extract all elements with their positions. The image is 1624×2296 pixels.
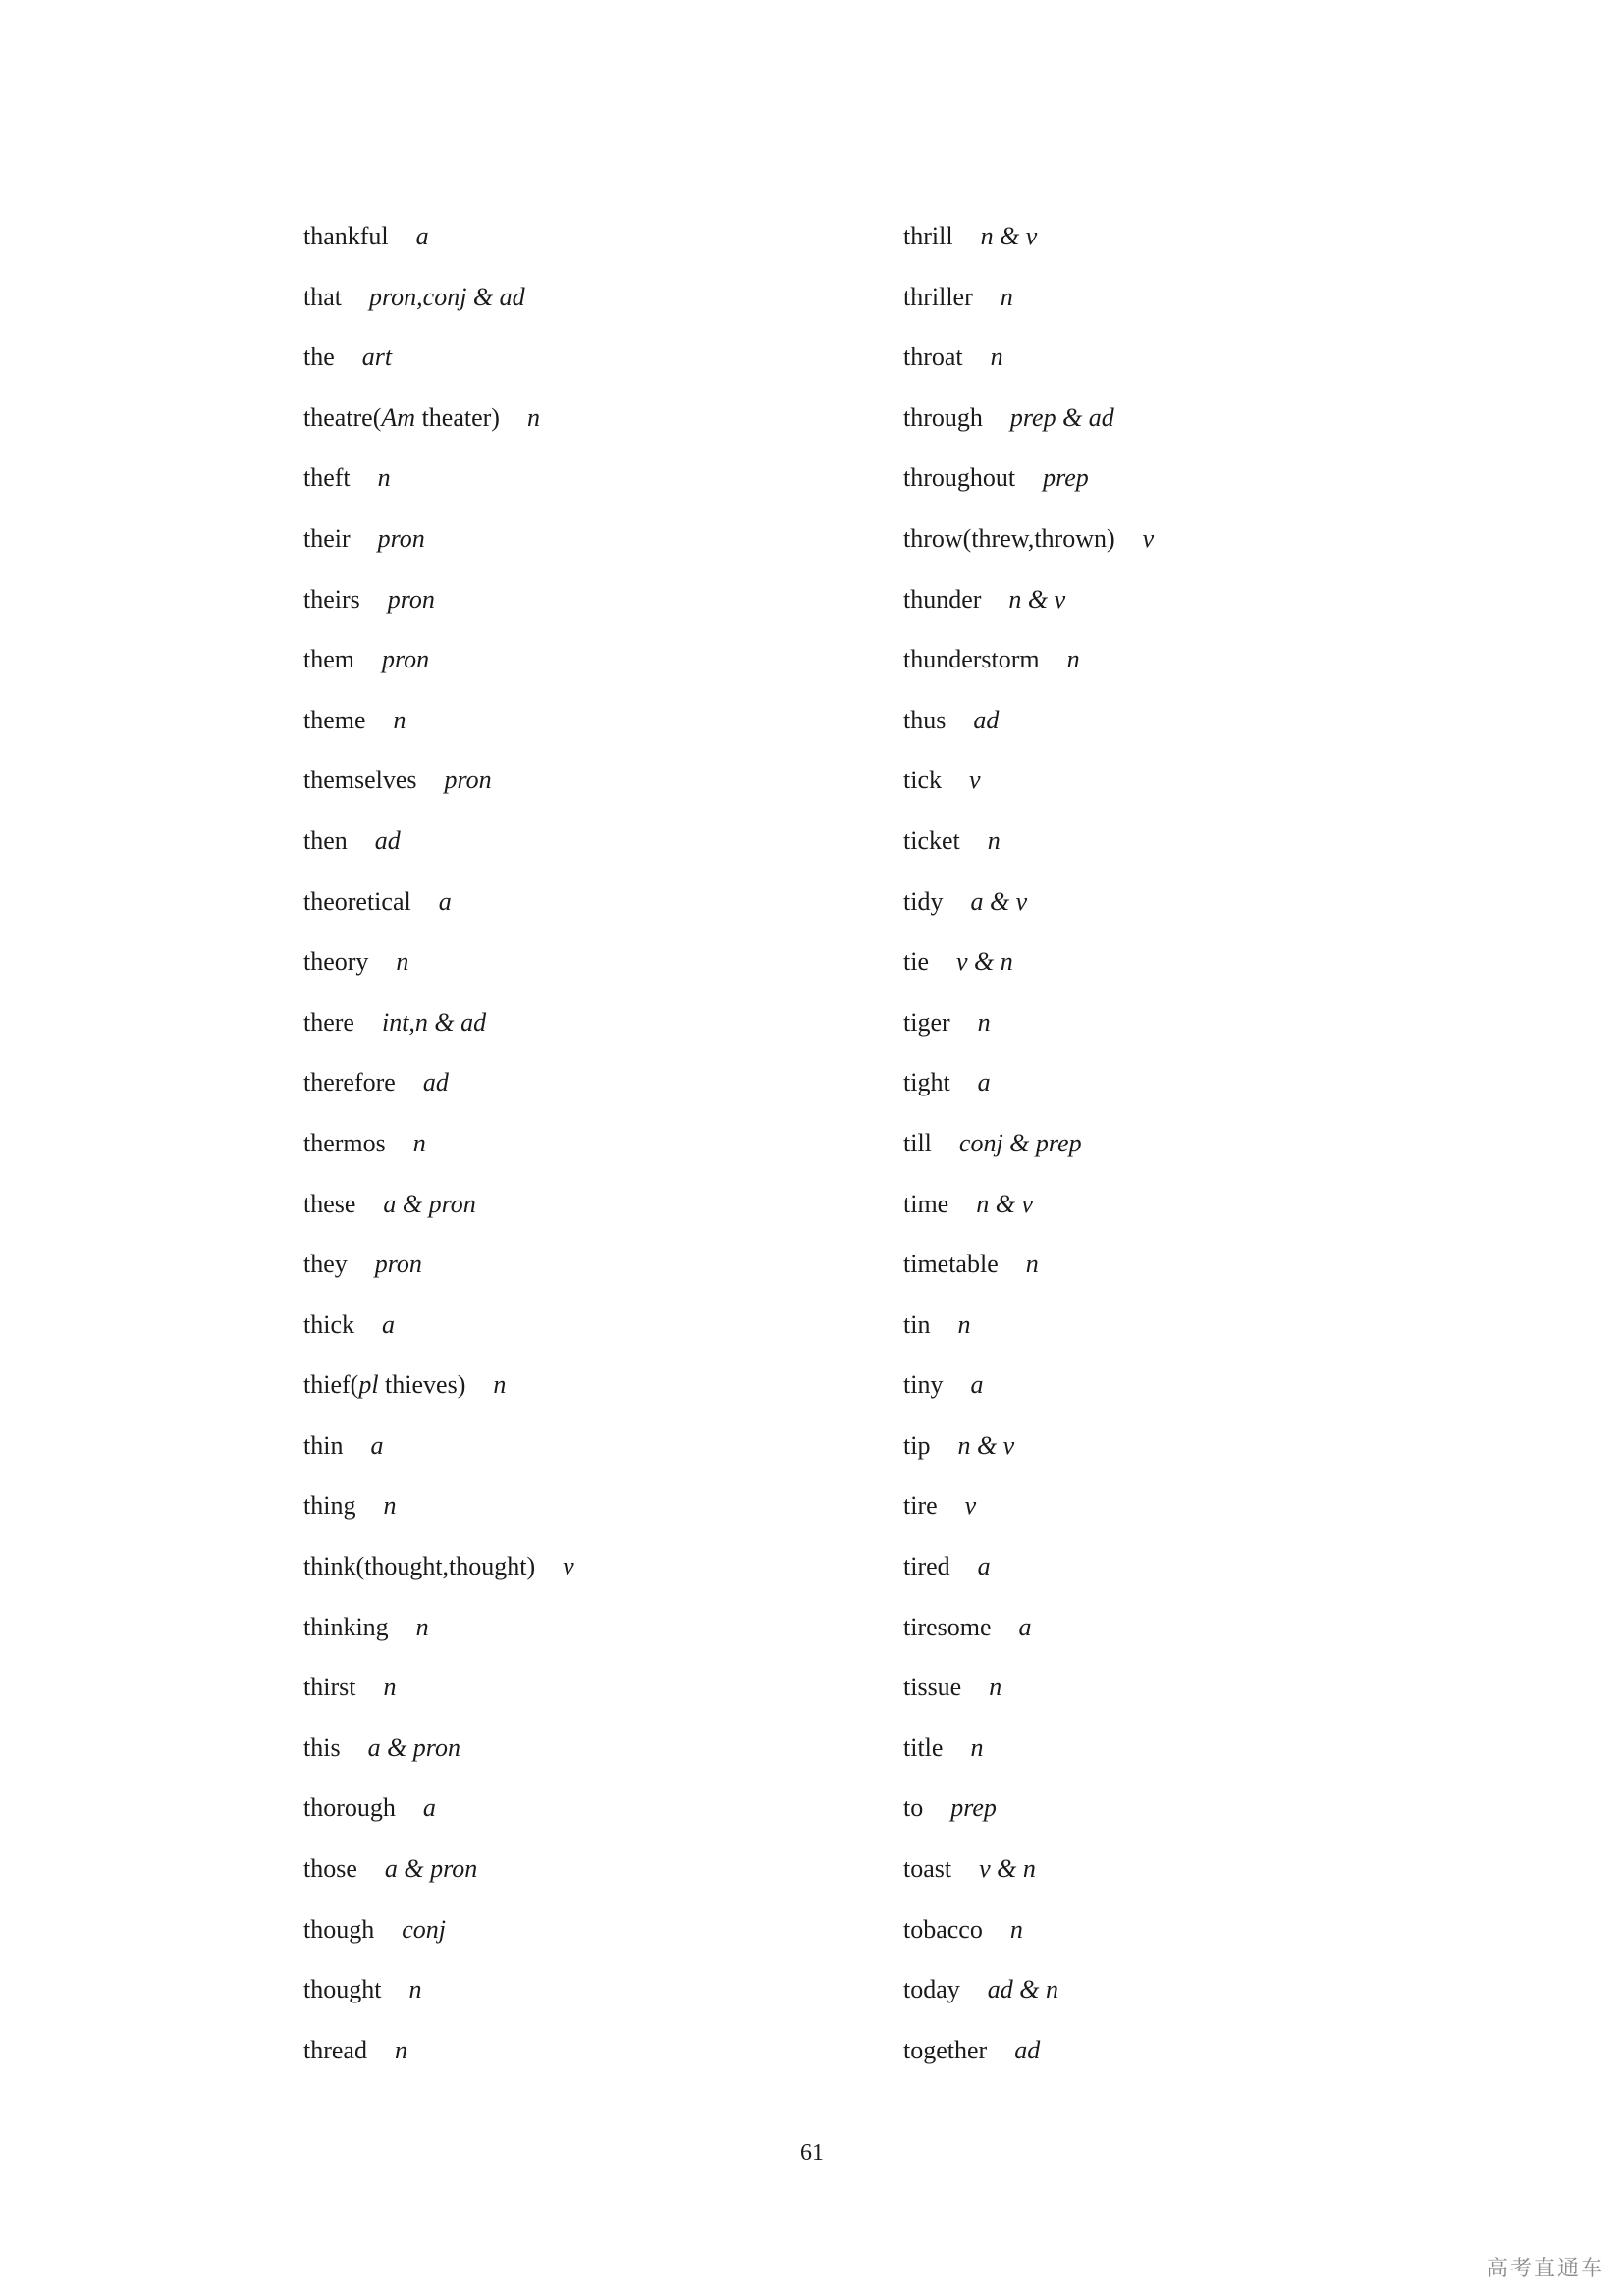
entry-word: thus [903, 705, 947, 734]
entry-part-of-speech: v & n [979, 1854, 1036, 1884]
entry-word: those [303, 1854, 357, 1884]
vocabulary-entry [303, 1361, 574, 1421]
entry-part-of-speech: a & pron [367, 1733, 460, 1762]
vocabulary-column-right [903, 212, 1154, 2086]
entry-part-of-speech: v [969, 766, 981, 795]
entry-part-of-speech: pron [444, 766, 492, 795]
vocabulary-entry [303, 998, 574, 1059]
entry-part-of-speech: n [412, 1128, 426, 1157]
entry-word: then [303, 826, 348, 855]
entry-part-of-speech: a [1018, 1612, 1032, 1641]
entry-part-of-speech: prep [1043, 463, 1089, 493]
vocabulary-entry [903, 1301, 1154, 1362]
vocabulary-entry [303, 1180, 574, 1241]
entry-part-of-speech: art [361, 343, 393, 372]
vocabulary-entry [303, 1603, 574, 1664]
vocabulary-entry [903, 2026, 1154, 2087]
vocabulary-entry [303, 273, 574, 334]
entry-part-of-speech: n [970, 1733, 984, 1762]
vocabulary-entry [903, 1724, 1154, 1785]
entry-word: therefore [303, 1068, 396, 1097]
entry-part-of-speech: v [964, 1491, 977, 1521]
vocabulary-entry [903, 1905, 1154, 1966]
entry-word: thorough [303, 1793, 396, 1823]
entry-word-label-abbrev: Am [381, 402, 416, 432]
entry-part-of-speech: n & v [957, 1430, 1015, 1460]
vocabulary-entry [303, 1905, 574, 1966]
entry-word: thread [303, 2035, 367, 2064]
entry-part-of-speech: conj & prep [958, 1128, 1082, 1157]
vocabulary-entry [903, 878, 1154, 938]
entry-word: thankful [303, 222, 389, 250]
entry-part-of-speech: n [1009, 1914, 1023, 1944]
entry-word: the [303, 343, 335, 372]
vocabulary-entry [303, 756, 574, 817]
vocabulary-entry [303, 635, 574, 696]
vocabulary-entry [903, 998, 1154, 1059]
entry-part-of-speech: pron [377, 523, 425, 553]
entry-word: tobacco [903, 1914, 983, 1944]
entry-word: time [903, 1189, 949, 1218]
vocabulary-entry [903, 696, 1154, 757]
vocabulary-entry [903, 1603, 1154, 1664]
entry-part-of-speech: ad [973, 705, 1000, 734]
entry-word: throw(threw,thrown) [903, 523, 1115, 553]
vocabulary-entry [903, 937, 1154, 998]
entry-word: thirst [303, 1673, 356, 1702]
entry-part-of-speech: n [977, 1007, 991, 1037]
entry-word: their [303, 523, 351, 553]
vocabulary-entry [303, 878, 574, 938]
vocabulary-entry [303, 514, 574, 575]
entry-part-of-speech: n & v [980, 222, 1038, 250]
entry-word: toast [903, 1854, 952, 1884]
entry-part-of-speech: prep & ad [1009, 402, 1114, 432]
vocabulary-entry [303, 1724, 574, 1785]
entry-word: theirs [303, 584, 360, 614]
vocabulary-entry [303, 1542, 574, 1603]
vocabulary-entry [303, 1058, 574, 1119]
vocabulary-entry [903, 635, 1154, 696]
entry-part-of-speech: n [1066, 645, 1080, 674]
entry-word-segment: thieves) [378, 1370, 466, 1400]
entry-part-of-speech: v [563, 1552, 574, 1581]
entry-word: ticket [903, 826, 960, 855]
vocabulary-entry [903, 756, 1154, 817]
entry-part-of-speech: pron [387, 584, 435, 614]
entry-word: thin [303, 1430, 344, 1460]
entry-word: tissue [903, 1673, 962, 1702]
entry-part-of-speech: v [1142, 523, 1155, 553]
entry-part-of-speech: n [393, 705, 406, 734]
entry-word: there [303, 1007, 354, 1037]
entry-word: thinking [303, 1612, 389, 1641]
entry-word: thing [303, 1491, 356, 1521]
vocabulary-entry [303, 1844, 574, 1905]
vocabulary-entry [303, 1421, 574, 1482]
vocabulary-entry [303, 1240, 574, 1301]
entry-part-of-speech: n [383, 1673, 397, 1702]
entry-word-segment: theater) [415, 402, 500, 432]
entry-part-of-speech: n & v [976, 1189, 1033, 1218]
entry-word: tired [903, 1552, 950, 1581]
entry-part-of-speech: ad [1014, 2035, 1041, 2064]
entry-part-of-speech: int,n & ad [381, 1007, 487, 1037]
entry-part-of-speech: n [987, 826, 1001, 855]
vocabulary-entry [303, 1965, 574, 2026]
entry-word: tin [903, 1309, 931, 1339]
vocabulary-entry [903, 1180, 1154, 1241]
entry-part-of-speech: a [370, 1430, 384, 1460]
vocabulary-entry [903, 1965, 1154, 2026]
entry-word: till [903, 1128, 932, 1157]
entry-word: thick [303, 1309, 354, 1339]
entry-word: tire [903, 1491, 938, 1521]
entry-part-of-speech: n & v [1008, 584, 1066, 614]
entry-word: title [903, 1733, 944, 1762]
entry-word: thunder [903, 584, 982, 614]
entry-word: theft [303, 463, 351, 493]
vocabulary-entry [303, 212, 574, 273]
vocabulary-entry [903, 1421, 1154, 1482]
entry-word: tidy [903, 886, 944, 916]
entry-word: tie [903, 947, 929, 977]
vocabulary-entry [903, 1119, 1154, 1180]
entry-word: thermos [303, 1128, 386, 1157]
entry-part-of-speech: v & n [956, 947, 1013, 977]
entry-part-of-speech: conj [402, 1914, 446, 1944]
entry-word: throughout [903, 463, 1016, 493]
entry-word-label-abbrev: pl [358, 1370, 379, 1400]
entry-word: think(thought,thought) [303, 1552, 536, 1581]
entry-word: theoretical [303, 886, 411, 916]
vocabulary-entry [903, 1663, 1154, 1724]
entry-word: throat [903, 343, 963, 372]
entry-word: tip [903, 1430, 931, 1460]
entry-part-of-speech: n [383, 1491, 397, 1521]
entry-word: that [303, 282, 342, 311]
vocabulary-entry [903, 212, 1154, 273]
entry-word: themselves [303, 766, 417, 795]
vocabulary-entry [303, 575, 574, 636]
entry-part-of-speech: pron,conj & ad [369, 282, 525, 311]
entry-part-of-speech: n [408, 1975, 422, 2004]
vocabulary-entry [303, 1301, 574, 1362]
entry-word: this [303, 1733, 341, 1762]
entry-word: tight [903, 1068, 950, 1097]
entry-part-of-speech: ad [374, 826, 401, 855]
vocabulary-entry [903, 1481, 1154, 1542]
entry-word-segment: thief( [303, 1370, 359, 1400]
entry-word: theme [303, 705, 366, 734]
entry-part-of-speech: prep [950, 1793, 997, 1823]
entry-word: thunderstorm [903, 645, 1040, 674]
entry-word: together [903, 2035, 988, 2064]
vocabulary-entry [903, 1844, 1154, 1905]
vocabulary-entry [303, 2026, 574, 2087]
vocabulary-entry [303, 394, 574, 454]
vocabulary-entry [303, 817, 574, 878]
entry-word: today [903, 1975, 960, 2004]
entry-part-of-speech: pron [374, 1250, 422, 1279]
vocabulary-entry [903, 514, 1154, 575]
entry-part-of-speech: n [957, 1309, 971, 1339]
entry-part-of-speech: n [1025, 1250, 1039, 1279]
entry-part-of-speech: ad & n [987, 1975, 1058, 2004]
entry-word-segment: theatre( [303, 402, 382, 432]
page-number: 61 [800, 2140, 824, 2165]
entry-part-of-speech: n [526, 402, 540, 432]
vocabulary-entry [903, 454, 1154, 514]
entry-word: tiger [903, 1007, 950, 1037]
entry-part-of-speech: a & v [970, 886, 1028, 916]
entry-part-of-speech: n [377, 463, 391, 493]
entry-word: thrill [903, 222, 953, 250]
vocabulary-entry [903, 1784, 1154, 1844]
entry-word: them [303, 645, 354, 674]
vocabulary-entry [903, 575, 1154, 636]
entry-part-of-speech: a [422, 1793, 436, 1823]
entry-part-of-speech: a & pron [383, 1189, 476, 1218]
entry-word [303, 403, 500, 432]
entry-part-of-speech: a [977, 1552, 991, 1581]
entry-part-of-speech: n [990, 343, 1003, 372]
entry-word: to [903, 1793, 924, 1823]
entry-word: through [903, 402, 983, 432]
vocabulary-entry [903, 1058, 1154, 1119]
vocabulary-entry [903, 1361, 1154, 1421]
entry-word: timetable [903, 1250, 999, 1279]
entry-word: tiresome [903, 1612, 992, 1641]
vocabulary-entry [903, 333, 1154, 394]
vocabulary-entry [903, 273, 1154, 334]
entry-word: thought [303, 1975, 382, 2004]
entry-word: thriller [903, 282, 973, 311]
vocabulary-column-left [303, 212, 574, 2086]
entry-part-of-speech: a [970, 1370, 984, 1400]
entry-word: though [303, 1914, 375, 1944]
entry-word: tiny [903, 1370, 944, 1400]
vocabulary-entry [303, 1784, 574, 1844]
vocabulary-entry [903, 1542, 1154, 1603]
vocabulary-entry [303, 1481, 574, 1542]
vocabulary-entry [903, 817, 1154, 878]
entry-part-of-speech: n [1000, 282, 1013, 311]
entry-word [303, 1370, 465, 1399]
entry-part-of-speech: a [382, 1309, 395, 1339]
entry-part-of-speech: a [438, 886, 452, 916]
entry-part-of-speech: a & pron [384, 1854, 478, 1884]
entry-part-of-speech: a [977, 1068, 991, 1097]
entry-part-of-speech: n [396, 947, 409, 977]
vocabulary-entry [303, 1663, 574, 1724]
entry-word: theory [303, 947, 369, 977]
vocabulary-entry [903, 394, 1154, 454]
entry-part-of-speech: a [415, 222, 429, 250]
entry-part-of-speech: n [394, 2035, 407, 2064]
entry-part-of-speech: n [493, 1370, 507, 1400]
entry-part-of-speech: n [415, 1612, 429, 1641]
vocabulary-entry [303, 937, 574, 998]
vocabulary-entry [303, 333, 574, 394]
entry-part-of-speech: pron [382, 645, 430, 674]
entry-part-of-speech: ad [422, 1068, 449, 1097]
vocabulary-entry [303, 454, 574, 514]
entry-word: tick [903, 766, 942, 795]
entry-part-of-speech: n [989, 1673, 1002, 1702]
vocabulary-entry [303, 696, 574, 757]
vocabulary-entry [303, 1119, 574, 1180]
watermark-text: 高考直通车 [1486, 2257, 1604, 2281]
vocabulary-entry [903, 1240, 1154, 1301]
entry-word: they [303, 1250, 348, 1279]
entry-word: these [303, 1189, 356, 1218]
